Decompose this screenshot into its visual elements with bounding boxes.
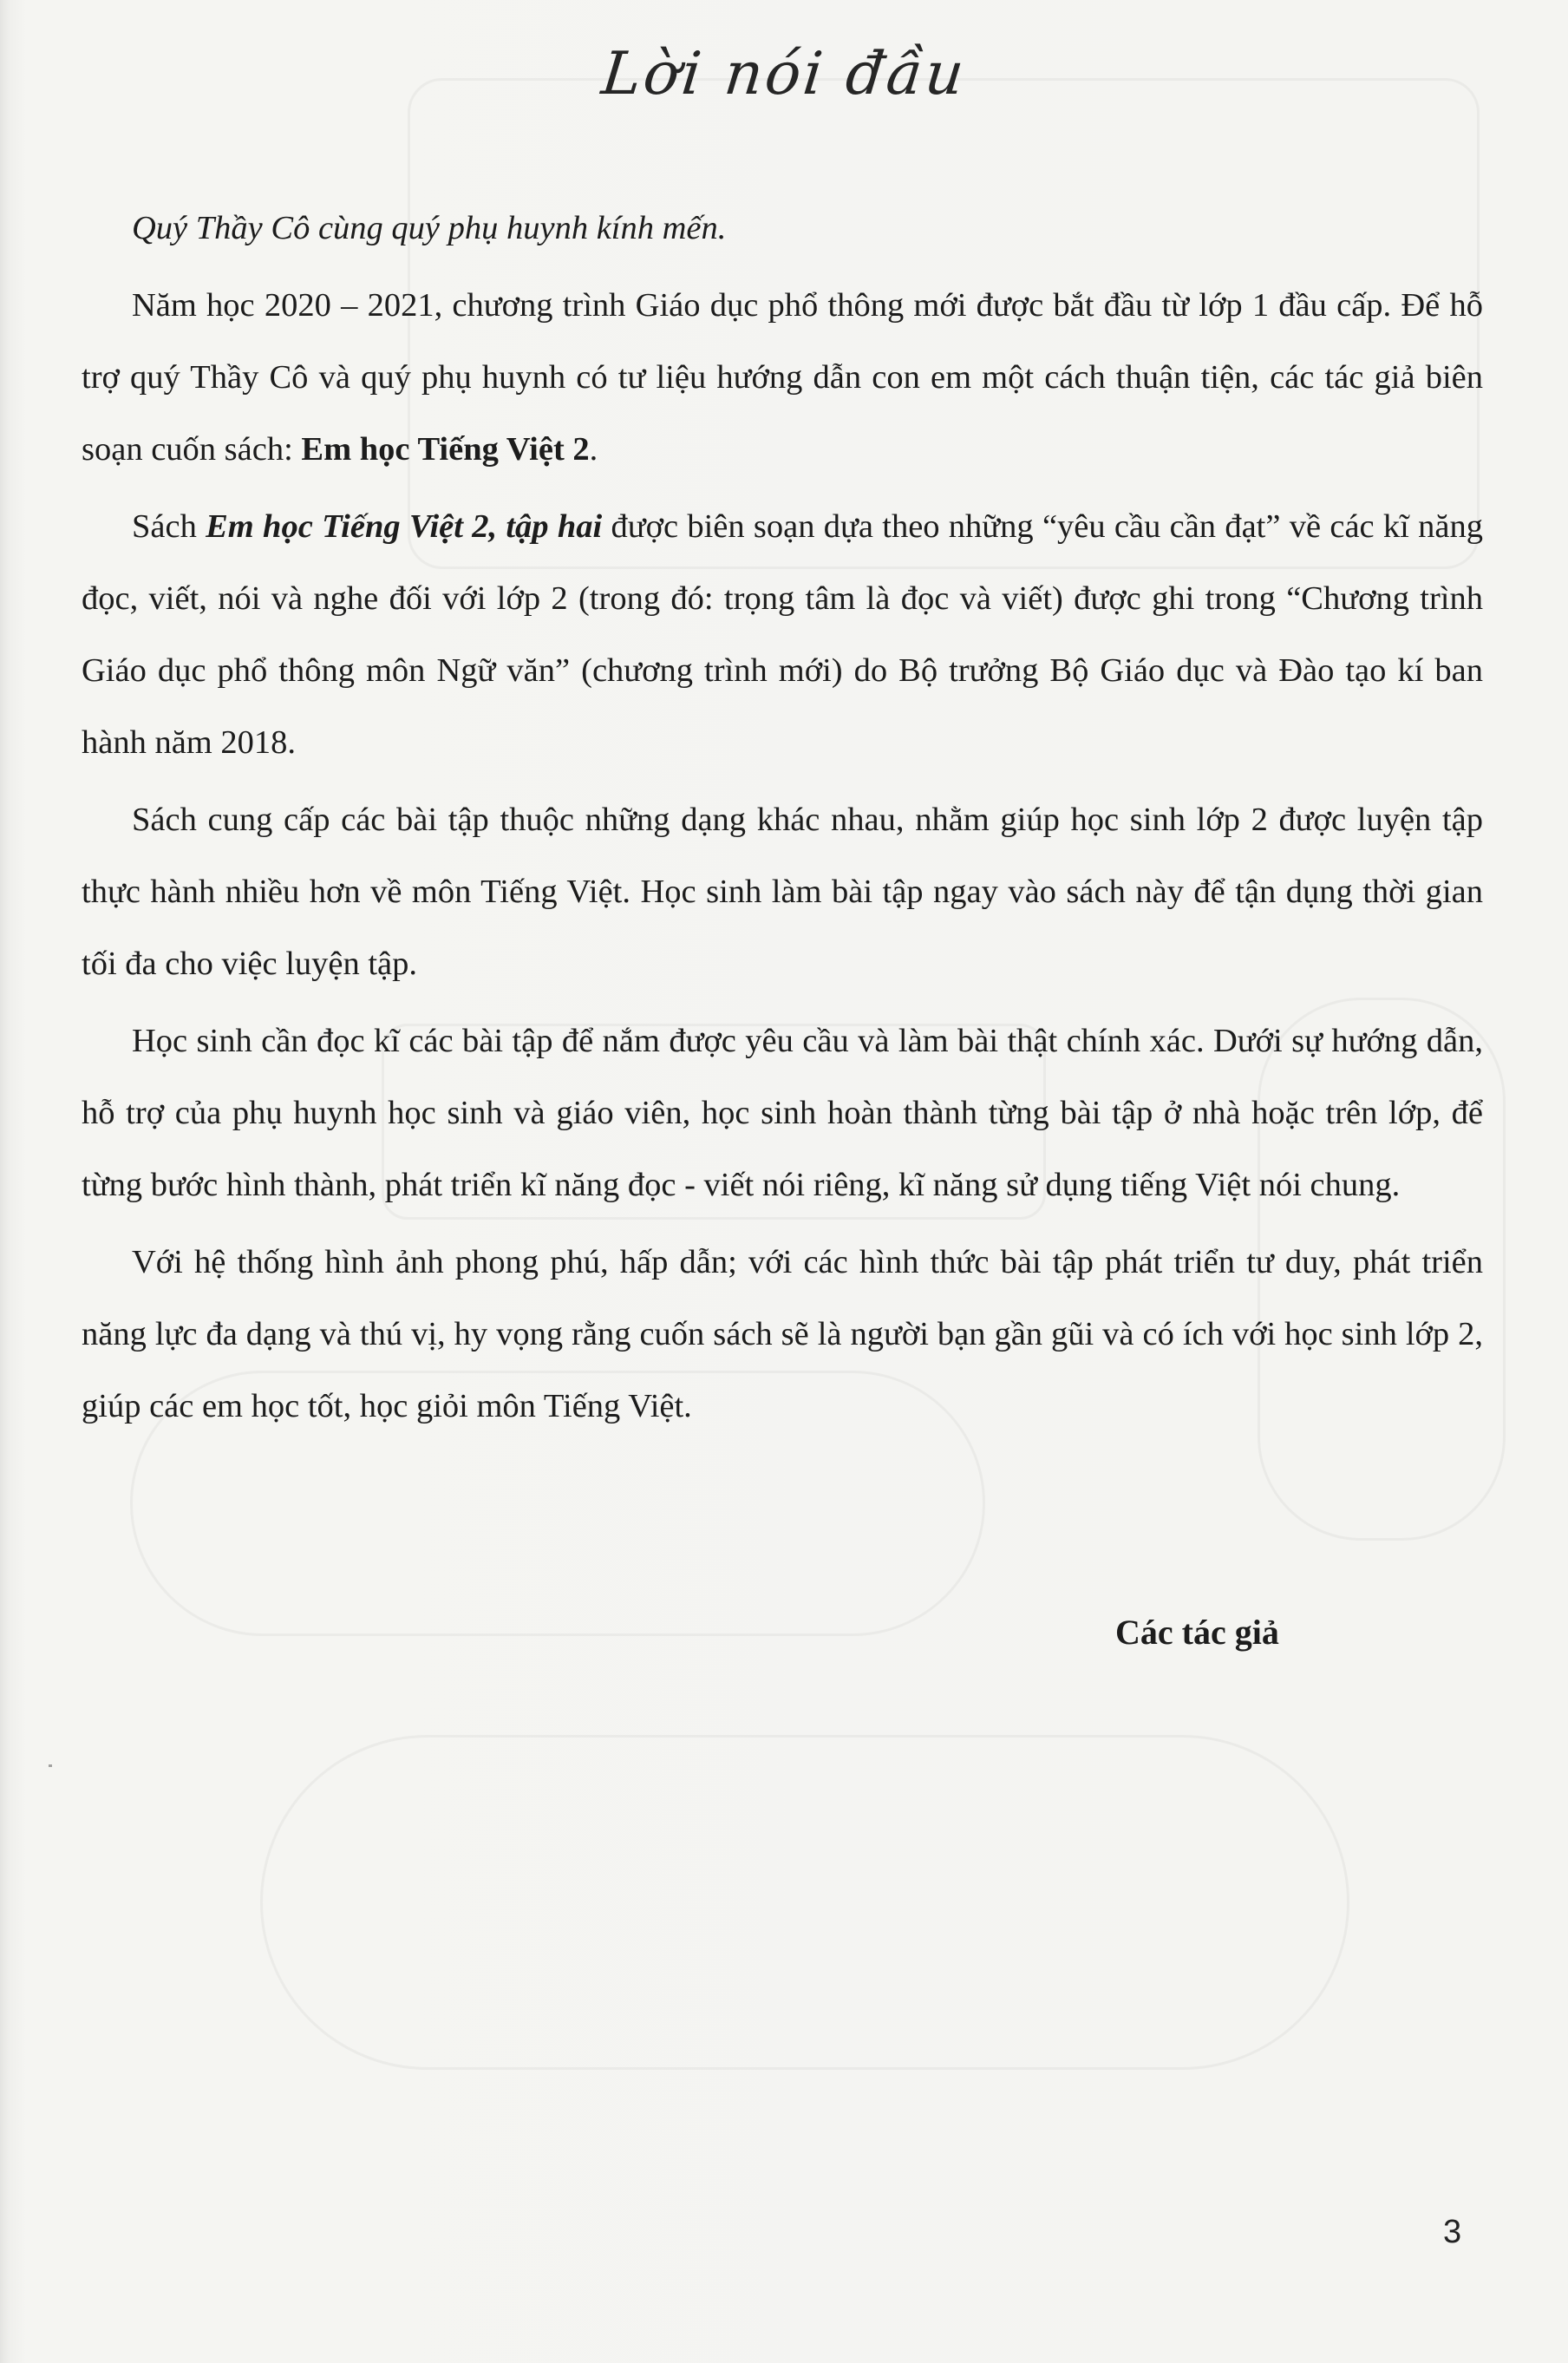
- background-illustration: [260, 1735, 1349, 2070]
- paragraph-5: Với hệ thống hình ảnh phong phú, hấp dẫn; với các hình thức bài tập phát triển tư duy, phát triển năng lực đa dạng và thú vị, hy vọng rằng cuốn sách sẽ là người bạn gần gũi và có ích với học sinh lớp 2, giúp các em học tốt, học giỏi môn Tiếng Việt.: [82, 1244, 1483, 1424]
- book-title: Em học Tiếng Việt 2: [301, 431, 590, 468]
- page-number: 3: [1443, 2214, 1462, 2250]
- preface-body: [82, 193, 1483, 1443]
- page-title: Lời nói đầu: [598, 40, 970, 108]
- paragraph-1-text: Năm học 2020 – 2021, chương trình Giáo dục phổ thông mới được bắt đầu từ lớp 1 đầu cấp. Để hỗ trợ quý Thầy Cô và quý phụ huynh có tư liệu hướng dẫn con em một cách thuận tiện, các tác giả biên soạn cuốn sách:: [82, 287, 1483, 468]
- scan-speck: [49, 1764, 52, 1767]
- paragraph-4: Học sinh cần đọc kĩ các bài tập để nắm được yêu cầu và làm bài thật chính xác. Dưới sự hướng dẫn, hỗ trợ của phụ huynh học sinh và giáo viên, học sinh hoàn thành từng bài tập ở nhà hoặc trên lớp, để từng bước hình thành, phát triển kĩ năng đọc - viết nói riêng, kĩ năng sử dụng tiếng Việt nói chung.: [82, 1023, 1483, 1203]
- paragraph-2: [82, 491, 1483, 779]
- greeting: Quý Thầy Cô cùng quý phụ huynh kính mến.: [132, 210, 727, 246]
- paragraph-2-text: được biên soạn dựa theo những “yêu cầu cần đạt” về các kĩ năng đọc, viết, nói và nghe đối với lớp 2 (trong đó: trọng tâm là đọc và viết) được ghi trong “Chương trình Giáo dục phổ thông môn Ngữ văn” (chương trình mới) do Bộ trưởng Bộ Giáo dục và Đào tạo kí ban hành năm 2018.: [82, 508, 1483, 761]
- book-volume-title: Em học Tiếng Việt 2, tập hai: [206, 508, 603, 545]
- paragraph-3: Sách cung cấp các bài tập thuộc những dạng khác nhau, nhằm giúp học sinh lớp 2 được luyện tập thực hành nhiều hơn về môn Tiếng Việt. Học sinh làm bài tập ngay vào sách này để tận dụng thời gian tối đa cho việc luyện tập.: [82, 802, 1483, 982]
- paragraph-2-start: Sách: [132, 508, 206, 545]
- paragraph-1-end: .: [589, 431, 598, 468]
- paragraph-1: [82, 270, 1483, 486]
- signature: Các tác giả: [1115, 1613, 1279, 1652]
